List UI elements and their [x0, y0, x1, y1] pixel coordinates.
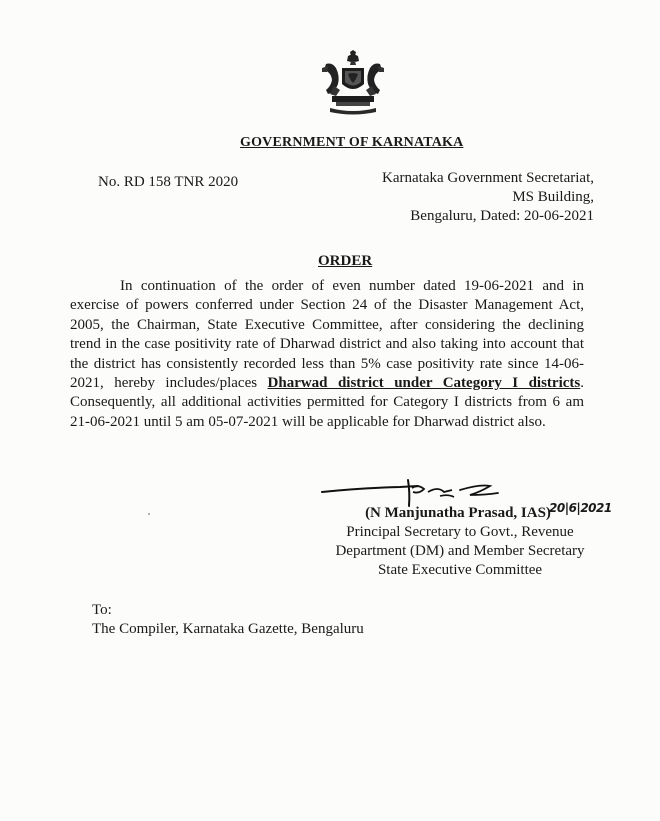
order-heading: ORDER [318, 253, 373, 269]
signer-title-line-3: State Executive Committee [377, 562, 543, 578]
state-emblem-icon [318, 50, 388, 116]
reference-number: No. RD 158 TNR 2020 [98, 174, 239, 190]
government-title: GOVERNMENT OF KARNATAKA [240, 135, 464, 150]
signer-name: (N Manjunatha Prasad, IAS) [365, 505, 551, 521]
address-line-3-date: Bengaluru, Dated: 20-06-2021 [410, 208, 594, 224]
recipient-label: To: [92, 602, 112, 618]
order-body-bold-phrase: Dharwad district under Category I districts [267, 375, 581, 392]
signer-title-line-1: Principal Secretary to Govt., Revenue [346, 524, 574, 540]
order-body [70, 277, 584, 432]
order-body-part-1: In continuation of the order of even number dated 19-06-2021 and in exercise of powers conferred under Section 24 of the Disaster Management Act, 2005, the Chairman, State Executive Committee, after considering the declining trend in the case positivity rate of Dharwad district and also taking into account that the district has consistently recorded less than 5% case positivity rate since 14-06-2021, hereby includes/places [70, 278, 584, 392]
address-line-1: Karnataka Government Secretariat, [382, 170, 594, 186]
scan-speck [148, 513, 150, 515]
recipient-block [92, 601, 364, 639]
address-line-2: MS Building, [512, 189, 594, 205]
signer-title-line-2: Department (DM) and Member Secretary [335, 543, 585, 559]
signer-block [310, 504, 610, 580]
signature-date: 20|6|2021 [549, 501, 612, 515]
office-address [382, 169, 594, 226]
order-body-part-2: . Consequently, all additional activities permitted for Category I districts from 6 am 21-06-2021 until 5 am 05-07-2021 will be applicable for Dharwad district also. [70, 375, 584, 430]
recipient-line-1: The Compiler, Karnataka Gazette, Bengaluru [92, 621, 364, 637]
